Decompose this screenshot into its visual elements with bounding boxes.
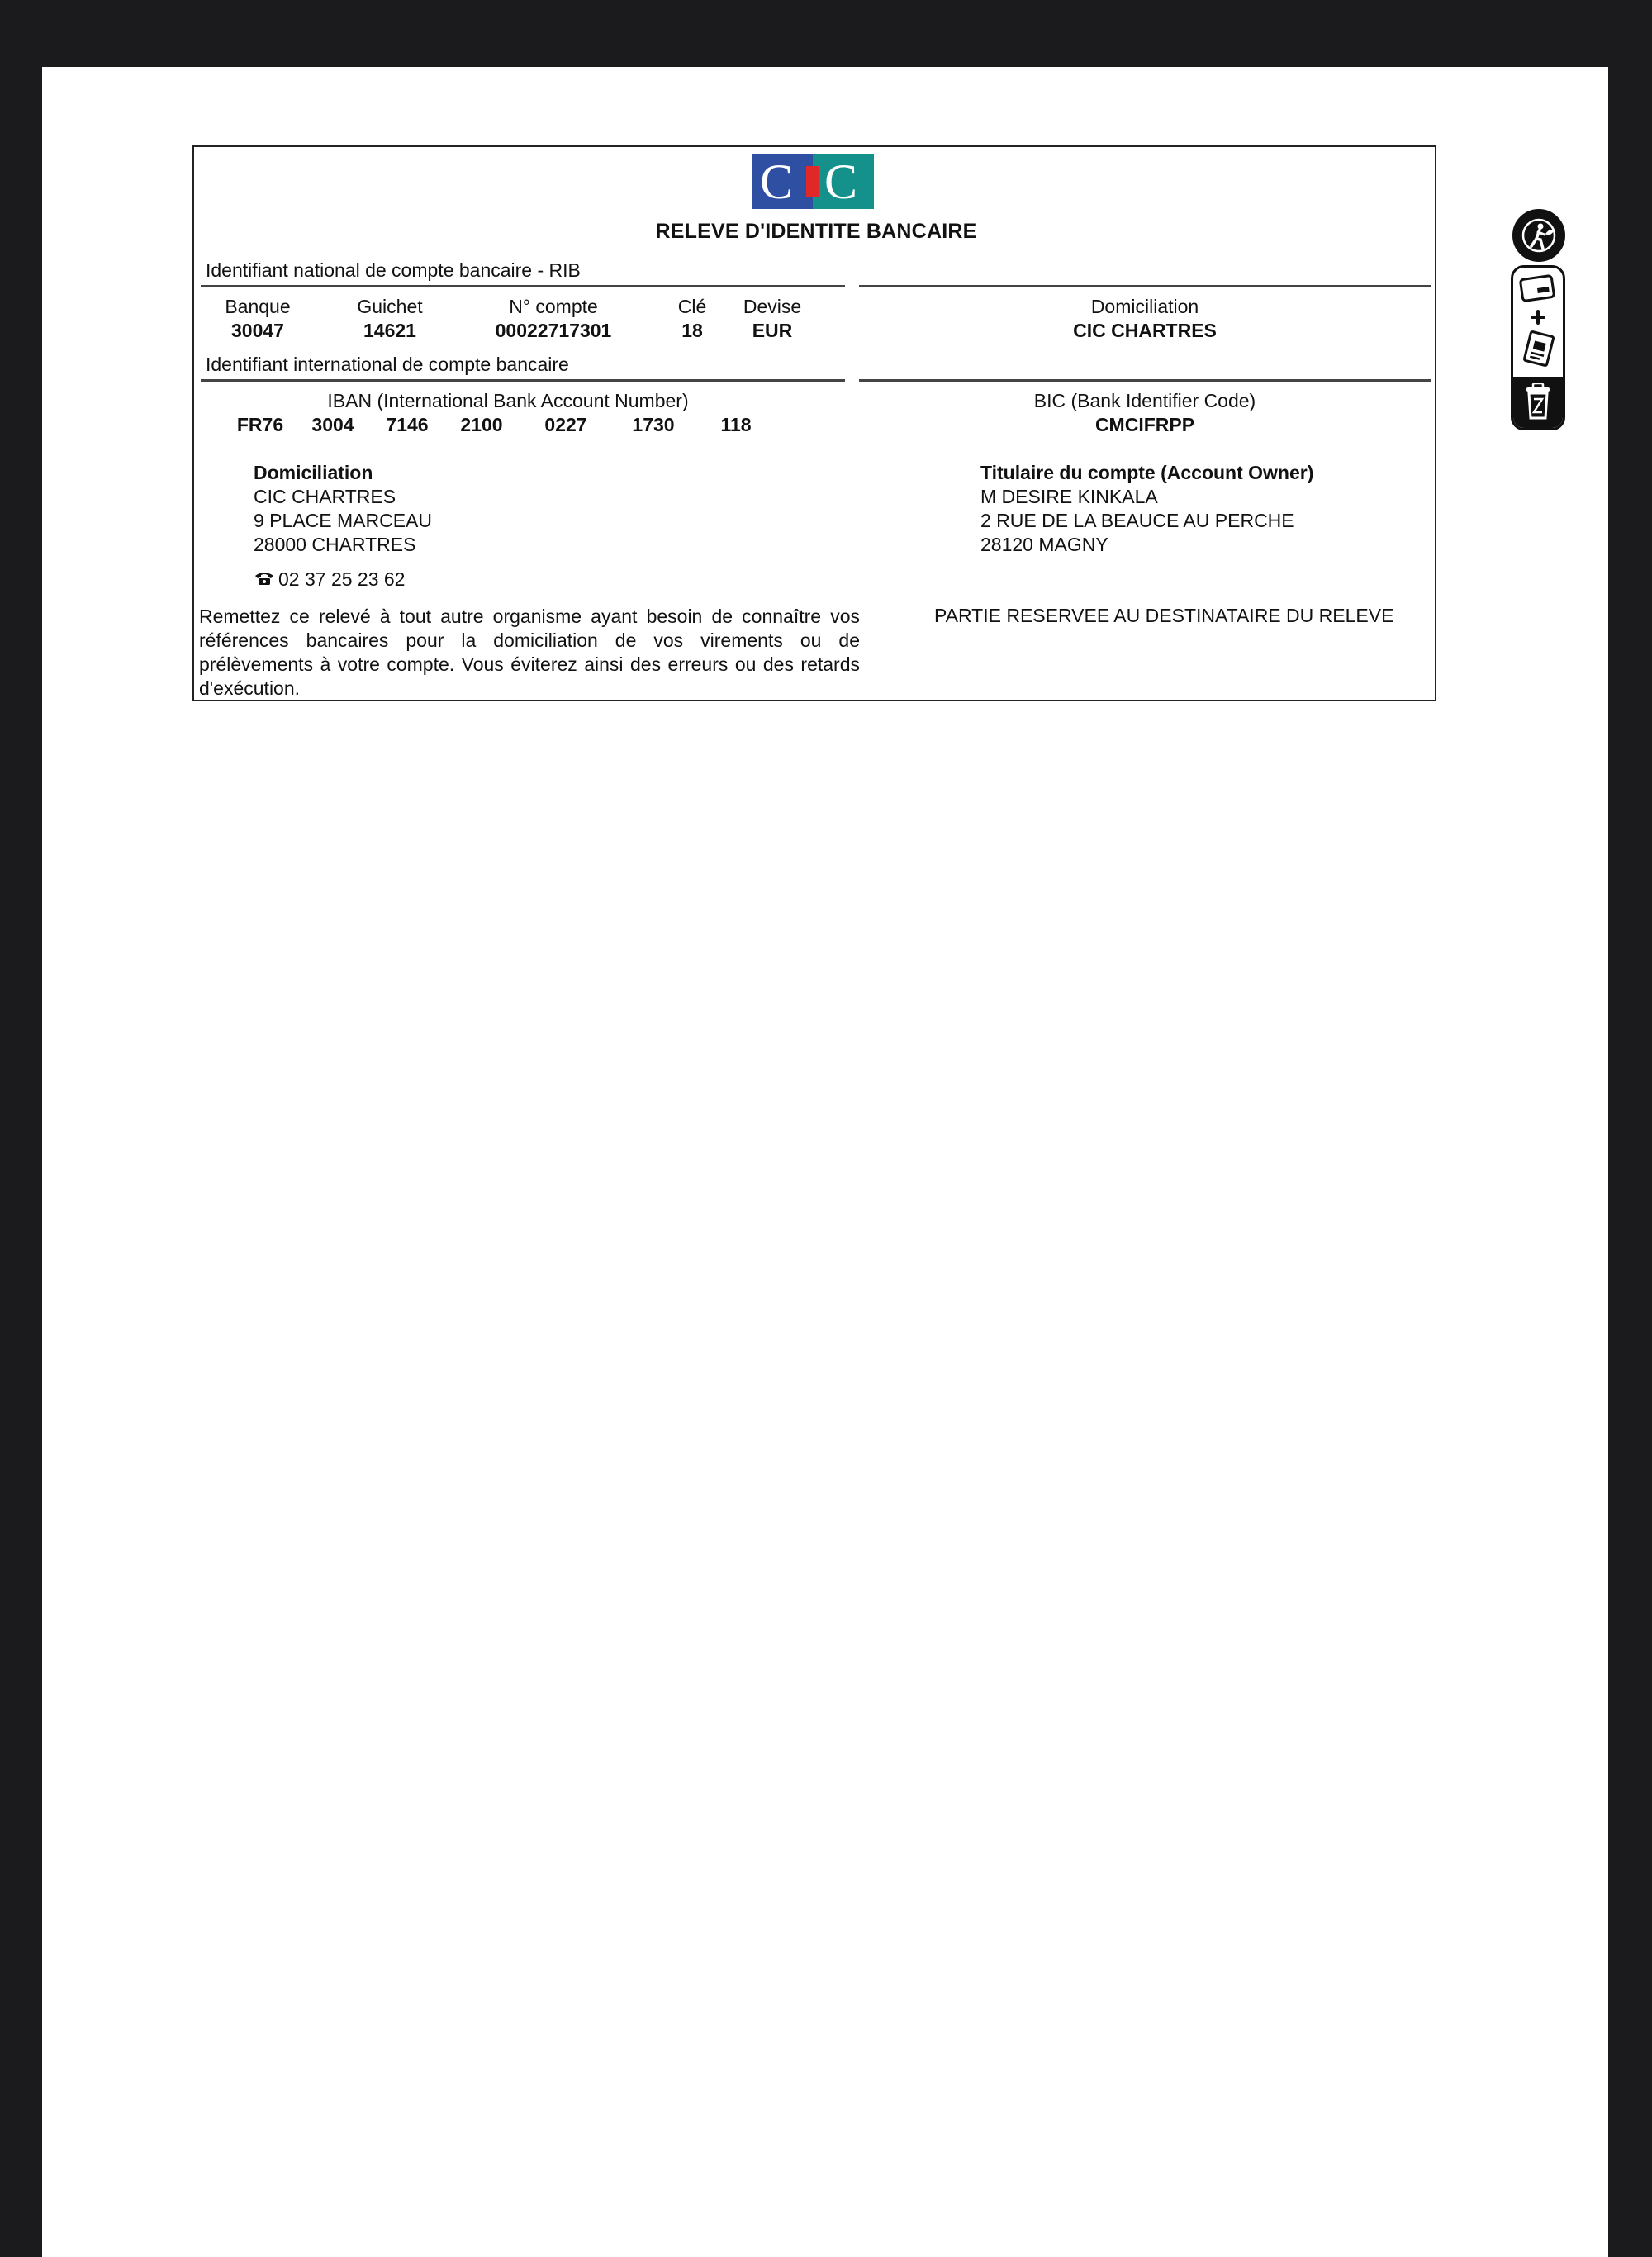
branch-line-1: CIC CHARTRES [254,486,396,507]
logo-red-bar [806,166,819,197]
eco-recycle-icon [1521,217,1557,254]
branch-heading: Domiciliation [254,462,373,483]
national-id-label: Identifiant national de compte bancaire - RIB [206,259,581,281]
col-header-cle: Clé [677,296,707,317]
document-page [42,67,1608,2257]
branch-line-3: 28000 CHARTRES [254,534,416,555]
card-icon [1519,274,1557,302]
iban-group-6: 1730 [632,414,675,435]
owner-line-3: 28120 MAGNY [980,534,1108,555]
logo-letter-left: C [760,154,794,209]
trash-icon [1524,383,1552,421]
col-header-guichet: Guichet [357,296,423,317]
owner-line-2: 2 RUE DE LA BEAUCE AU PERCHE [980,510,1294,531]
col-value-devise: EUR [752,320,793,341]
col-header-compte: N° compte [509,296,598,317]
owner-line-1: M DESIRE KINKALA [980,486,1158,507]
national-rule-right [859,285,1431,287]
col-value-cle: 18 [681,320,703,341]
document-icon [1522,330,1555,368]
national-rule-left [201,285,845,287]
cic-logo [752,154,874,209]
iban-header: IBAN (International Bank Account Number) [327,390,689,411]
notice-paragraph: Remettez ce relevé à tout autre organisme ayant besoin de connaître vos références bancaires pour la domiciliation de vos virements ou de prélèvements à votre compte. Vous éviterez ainsi des erreurs ou des retards d'exécution. [199,606,860,699]
recycle-sort-button[interactable] [1511,265,1565,430]
international-rule-right [859,379,1431,382]
branch-phone-number: 02 37 25 23 62 [278,568,406,590]
col-header-devise: Devise [743,296,802,317]
logo-letter-right: C [824,154,858,209]
plus-icon [1530,309,1546,325]
reserved-area-label: PARTIE RESERVEE AU DESTINATAIRE DU RELEVE [934,605,1394,626]
iban-group-4: 2100 [460,414,503,435]
branch-line-2: 9 PLACE MARCEAU [254,510,433,531]
iban-group-7: 118 [720,414,752,435]
branch-phone [254,568,405,591]
col-value-banque: 30047 [231,320,284,341]
bic-value: CMCIFRPP [1094,414,1195,435]
iban-group-3: 7146 [386,414,429,435]
eco-button[interactable] [1512,209,1565,262]
domiciliation-header: Domiciliation [1090,296,1199,317]
iban-group-2: 3004 [311,414,354,435]
iban-group-1: FR76 [236,414,284,435]
document-title: RELEVE D'IDENTITE BANCAIRE [655,220,977,243]
domiciliation-value: CIC CHARTRES [1073,320,1217,341]
col-value-compte: 00022717301 [495,320,612,341]
col-value-guichet: 14621 [363,320,416,341]
trash-area [1513,377,1563,428]
international-rule-left [201,379,845,382]
rib-card [192,145,1436,701]
bic-header: BIC (Bank Identifier Code) [1033,390,1256,411]
owner-heading: Titulaire du compte (Account Owner) [980,462,1314,483]
telephone-icon [254,570,275,587]
iban-group-5: 0227 [544,414,587,435]
col-header-banque: Banque [225,296,291,317]
international-id-label: Identifiant international de compte bancaire [206,354,569,375]
